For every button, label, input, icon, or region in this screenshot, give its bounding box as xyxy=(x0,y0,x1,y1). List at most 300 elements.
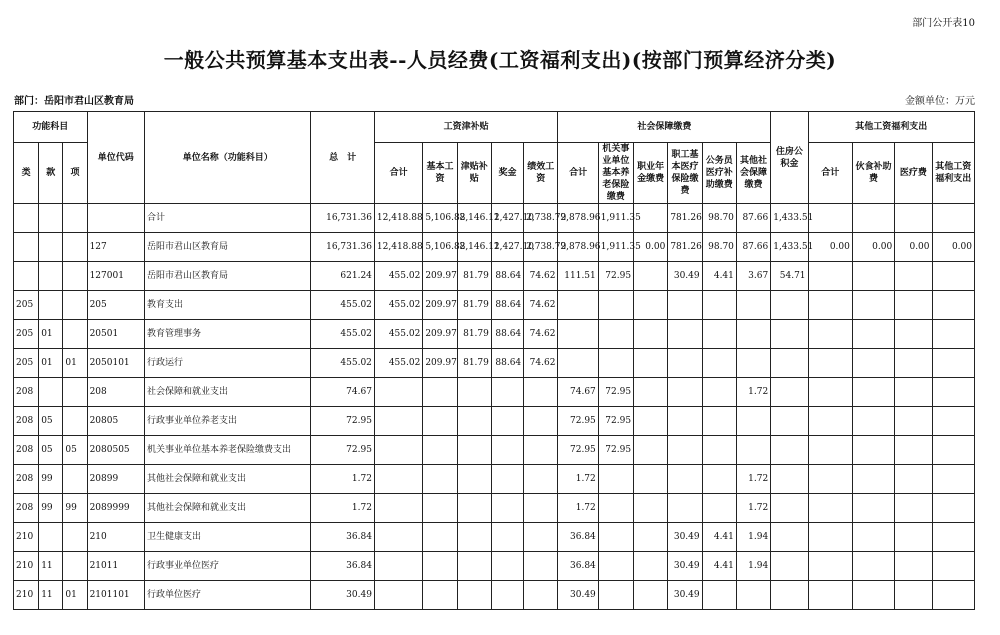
social-sum-cell: 36.84 xyxy=(558,552,598,581)
wage-basic-cell: 5,106.88 xyxy=(423,233,457,262)
wage-sum-cell: 455.02 xyxy=(374,291,422,320)
header-wage-performance: 绩效工资 xyxy=(524,143,558,204)
other-medical-cell xyxy=(895,291,932,320)
social-civil-servant-cell xyxy=(702,291,736,320)
wage-performance-cell xyxy=(524,552,558,581)
wage-performance-cell xyxy=(524,523,558,552)
other-other-cell xyxy=(932,494,974,523)
wage-basic-cell xyxy=(423,436,457,465)
total-cell: 16,731.36 xyxy=(311,233,375,262)
social-medical-cell: 781.26 xyxy=(668,204,702,233)
other-medical-cell xyxy=(895,581,932,610)
lei-cell: 208 xyxy=(14,494,39,523)
other-medical-cell xyxy=(895,407,932,436)
kuan-cell: 01 xyxy=(39,349,63,378)
wage-performance-cell: 2,738.79 xyxy=(524,204,558,233)
table-row xyxy=(14,233,975,262)
social-civil-servant-cell: 98.70 xyxy=(702,204,736,233)
total-cell: 1.72 xyxy=(311,494,375,523)
wage-performance-cell xyxy=(524,581,558,610)
housing-cell: 1,433.51 xyxy=(771,233,808,262)
other-sum-cell xyxy=(808,349,852,378)
wage-allowance-cell: 81.79 xyxy=(457,291,491,320)
unit-code-cell xyxy=(87,204,144,233)
other-medical-cell xyxy=(895,320,932,349)
header-func-subject: 功能科目 xyxy=(14,112,88,143)
social-sum-cell: 111.51 xyxy=(558,262,598,291)
social-other-cell xyxy=(736,436,770,465)
social-civil-servant-cell xyxy=(702,320,736,349)
social-medical-cell: 30.49 xyxy=(668,262,702,291)
wage-basic-cell: 5,106.88 xyxy=(423,204,457,233)
social-civil-servant-cell xyxy=(702,581,736,610)
unit-name-cell: 教育支出 xyxy=(145,291,311,320)
social-other-cell: 1.72 xyxy=(736,378,770,407)
total-cell: 30.49 xyxy=(311,581,375,610)
social-pension-cell: 72.95 xyxy=(598,407,633,436)
other-sum-cell: 0.00 xyxy=(808,233,852,262)
housing-cell xyxy=(771,552,808,581)
other-sum-cell xyxy=(808,465,852,494)
header-social-medical: 职工基本医疗保险缴费 xyxy=(668,143,702,204)
wage-performance-cell: 74.62 xyxy=(524,349,558,378)
wage-sum-cell xyxy=(374,465,422,494)
wage-bonus-cell xyxy=(491,494,523,523)
social-annuity-cell xyxy=(634,494,668,523)
lei-cell: 208 xyxy=(14,407,39,436)
wage-basic-cell xyxy=(423,581,457,610)
kuan-cell xyxy=(39,291,63,320)
xiang-cell: 05 xyxy=(63,436,87,465)
unit-name-cell: 其他社会保障和就业支出 xyxy=(145,494,311,523)
wage-bonus-cell xyxy=(491,436,523,465)
other-sum-cell xyxy=(808,581,852,610)
social-annuity-cell xyxy=(634,523,668,552)
social-medical-cell: 30.49 xyxy=(668,552,702,581)
wage-basic-cell xyxy=(423,378,457,407)
housing-cell xyxy=(771,320,808,349)
other-medical-cell xyxy=(895,262,932,291)
social-medical-cell xyxy=(668,407,702,436)
social-medical-cell xyxy=(668,291,702,320)
total-cell: 74.67 xyxy=(311,378,375,407)
other-sum-cell xyxy=(808,204,852,233)
wage-bonus-cell: 88.64 xyxy=(491,291,523,320)
header-other-other: 其他工资福利支出 xyxy=(932,143,974,204)
other-sum-cell xyxy=(808,378,852,407)
social-pension-cell xyxy=(598,291,633,320)
header-wage-allowance: 津贴补贴 xyxy=(457,143,491,204)
social-annuity-cell xyxy=(634,436,668,465)
other-meal-cell xyxy=(852,552,894,581)
kuan-cell: 01 xyxy=(39,320,63,349)
housing-cell xyxy=(771,378,808,407)
social-sum-cell: 1.72 xyxy=(558,465,598,494)
other-sum-cell xyxy=(808,494,852,523)
social-other-cell xyxy=(736,581,770,610)
wage-basic-cell xyxy=(423,465,457,494)
unit-name-cell: 社会保障和就业支出 xyxy=(145,378,311,407)
kuan-cell: 05 xyxy=(39,407,63,436)
wage-basic-cell xyxy=(423,552,457,581)
wage-basic-cell: 209.97 xyxy=(423,262,457,291)
other-sum-cell xyxy=(808,320,852,349)
header-row-group xyxy=(14,112,975,143)
social-civil-servant-cell: 4.41 xyxy=(702,552,736,581)
social-medical-cell: 30.49 xyxy=(668,581,702,610)
kuan-cell: 99 xyxy=(39,494,63,523)
kuan-cell: 11 xyxy=(39,552,63,581)
kuan-cell: 05 xyxy=(39,436,63,465)
social-medical-cell: 781.26 xyxy=(668,233,702,262)
social-civil-servant-cell: 4.41 xyxy=(702,523,736,552)
housing-cell xyxy=(771,436,808,465)
wage-sum-cell xyxy=(374,407,422,436)
social-other-cell xyxy=(736,320,770,349)
department-label: 部门：岳阳市君山区教育局 xyxy=(14,96,134,107)
social-other-cell: 1.72 xyxy=(736,465,770,494)
other-meal-cell: 0.00 xyxy=(852,233,894,262)
header-other-sum: 合计 xyxy=(808,143,852,204)
wage-allowance-cell xyxy=(457,581,491,610)
wage-basic-cell xyxy=(423,407,457,436)
social-annuity-cell xyxy=(634,291,668,320)
header-wage-bonus: 奖金 xyxy=(491,143,523,204)
other-medical-cell: 0.00 xyxy=(895,233,932,262)
wage-basic-cell xyxy=(423,523,457,552)
header-social-other: 其他社会保障缴费 xyxy=(736,143,770,204)
total-cell: 36.84 xyxy=(311,552,375,581)
other-other-cell xyxy=(932,204,974,233)
wage-sum-cell: 455.02 xyxy=(374,320,422,349)
social-annuity-cell xyxy=(634,320,668,349)
social-sum-cell xyxy=(558,291,598,320)
social-medical-cell xyxy=(668,465,702,494)
other-sum-cell xyxy=(808,552,852,581)
other-sum-cell xyxy=(808,291,852,320)
wage-allowance-cell: 81.79 xyxy=(457,262,491,291)
unit-name-cell: 岳阳市君山区教育局 xyxy=(145,262,311,291)
other-medical-cell xyxy=(895,494,932,523)
page-title: 一般公共预算基本支出表--人员经费(工资福利支出)(按部门预算经济分类) xyxy=(163,48,837,72)
xiang-cell: 01 xyxy=(63,349,87,378)
social-other-cell: 1.94 xyxy=(736,552,770,581)
unit-name-cell: 岳阳市君山区教育局 xyxy=(145,233,311,262)
unit-code-cell: 20805 xyxy=(87,407,144,436)
social-sum-cell: 2,878.96 xyxy=(558,204,598,233)
header-social-civil-servant: 公务员医疗补助缴费 xyxy=(702,143,736,204)
housing-cell xyxy=(771,494,808,523)
lei-cell: 205 xyxy=(14,291,39,320)
social-pension-cell xyxy=(598,581,633,610)
lei-cell: 210 xyxy=(14,552,39,581)
social-other-cell xyxy=(736,291,770,320)
other-other-cell xyxy=(932,581,974,610)
social-civil-servant-cell xyxy=(702,436,736,465)
total-cell: 455.02 xyxy=(311,291,375,320)
total-cell: 72.95 xyxy=(311,407,375,436)
wage-performance-cell xyxy=(524,436,558,465)
other-meal-cell xyxy=(852,581,894,610)
social-sum-cell: 72.95 xyxy=(558,407,598,436)
unit-code-cell: 2101101 xyxy=(87,581,144,610)
other-meal-cell xyxy=(852,465,894,494)
other-medical-cell xyxy=(895,349,932,378)
other-other-cell xyxy=(932,378,974,407)
social-medical-cell xyxy=(668,378,702,407)
total-cell: 72.95 xyxy=(311,436,375,465)
social-civil-servant-cell: 98.70 xyxy=(702,233,736,262)
social-annuity-cell xyxy=(634,552,668,581)
wage-bonus-cell: 88.64 xyxy=(491,349,523,378)
social-medical-cell: 30.49 xyxy=(668,523,702,552)
lei-cell: 210 xyxy=(14,581,39,610)
social-other-cell xyxy=(736,349,770,378)
table-row xyxy=(14,465,975,494)
xiang-cell xyxy=(63,378,87,407)
xiang-cell xyxy=(63,204,87,233)
lei-cell: 208 xyxy=(14,378,39,407)
other-medical-cell xyxy=(895,436,932,465)
other-other-cell xyxy=(932,436,974,465)
header-xiang: 项 xyxy=(63,143,87,204)
xiang-cell xyxy=(63,320,87,349)
social-sum-cell: 72.95 xyxy=(558,436,598,465)
unit-code-cell: 127001 xyxy=(87,262,144,291)
kuan-cell xyxy=(39,523,63,552)
social-civil-servant-cell xyxy=(702,407,736,436)
wage-bonus-cell xyxy=(491,407,523,436)
other-meal-cell xyxy=(852,204,894,233)
unit-name-cell: 卫生健康支出 xyxy=(145,523,311,552)
header-other-group: 其他工资福利支出 xyxy=(808,112,974,143)
housing-cell xyxy=(771,407,808,436)
unit-code-cell: 210 xyxy=(87,523,144,552)
xiang-cell: 01 xyxy=(63,581,87,610)
other-meal-cell xyxy=(852,291,894,320)
header-unit-code: 单位代码 xyxy=(87,112,144,204)
wage-allowance-cell xyxy=(457,378,491,407)
table-row xyxy=(14,378,975,407)
wage-allowance-cell xyxy=(457,436,491,465)
social-pension-cell: 1,911.35 xyxy=(598,233,633,262)
housing-cell xyxy=(771,349,808,378)
table-row xyxy=(14,523,975,552)
header-social-annuity: 职业年金缴费 xyxy=(634,143,668,204)
header-social-pension: 机关事业单位基本养老保险缴费 xyxy=(598,143,633,204)
social-pension-cell: 72.95 xyxy=(598,262,633,291)
social-other-cell: 1.94 xyxy=(736,523,770,552)
other-meal-cell xyxy=(852,349,894,378)
xiang-cell xyxy=(63,465,87,494)
other-medical-cell xyxy=(895,465,932,494)
wage-sum-cell xyxy=(374,494,422,523)
xiang-cell xyxy=(63,552,87,581)
unit-code-cell: 2080505 xyxy=(87,436,144,465)
wage-sum-cell xyxy=(374,581,422,610)
other-other-cell xyxy=(932,291,974,320)
table-row xyxy=(14,262,975,291)
unit-name-cell: 教育管理事务 xyxy=(145,320,311,349)
kuan-cell: 11 xyxy=(39,581,63,610)
housing-cell xyxy=(771,465,808,494)
wage-allowance-cell xyxy=(457,407,491,436)
unit-code-cell: 21011 xyxy=(87,552,144,581)
other-other-cell xyxy=(932,523,974,552)
wage-sum-cell xyxy=(374,552,422,581)
social-civil-servant-cell: 4.41 xyxy=(702,262,736,291)
social-pension-cell xyxy=(598,494,633,523)
wage-bonus-cell xyxy=(491,465,523,494)
lei-cell xyxy=(14,204,39,233)
other-other-cell xyxy=(932,552,974,581)
table-row xyxy=(14,436,975,465)
social-pension-cell xyxy=(598,523,633,552)
lei-cell: 208 xyxy=(14,465,39,494)
unit-name-cell: 行政运行 xyxy=(145,349,311,378)
wage-performance-cell: 74.62 xyxy=(524,291,558,320)
wage-allowance-cell xyxy=(457,465,491,494)
wage-bonus-cell xyxy=(491,581,523,610)
social-annuity-cell: 0.00 xyxy=(634,233,668,262)
other-meal-cell xyxy=(852,378,894,407)
social-other-cell: 3.67 xyxy=(736,262,770,291)
social-pension-cell: 72.95 xyxy=(598,436,633,465)
social-sum-cell xyxy=(558,349,598,378)
wage-sum-cell: 12,418.88 xyxy=(374,233,422,262)
other-other-cell xyxy=(932,465,974,494)
table-row xyxy=(14,407,975,436)
wage-bonus-cell: 88.64 xyxy=(491,320,523,349)
other-sum-cell xyxy=(808,262,852,291)
wage-bonus-cell xyxy=(491,523,523,552)
header-social-group: 社会保障缴费 xyxy=(558,112,771,143)
wage-performance-cell xyxy=(524,407,558,436)
other-other-cell xyxy=(932,349,974,378)
wage-basic-cell: 209.97 xyxy=(423,320,457,349)
wage-bonus-cell xyxy=(491,552,523,581)
table-row xyxy=(14,349,975,378)
wage-performance-cell xyxy=(524,494,558,523)
social-sum-cell: 30.49 xyxy=(558,581,598,610)
wage-performance-cell xyxy=(524,465,558,494)
wage-sum-cell: 455.02 xyxy=(374,262,422,291)
xiang-cell xyxy=(63,233,87,262)
social-pension-cell xyxy=(598,465,633,494)
social-other-cell: 87.66 xyxy=(736,204,770,233)
wage-bonus-cell: 88.64 xyxy=(491,262,523,291)
wage-performance-cell xyxy=(524,378,558,407)
wage-sum-cell: 455.02 xyxy=(374,349,422,378)
header-housing: 住房公积金 xyxy=(771,112,808,204)
housing-cell: 54.71 xyxy=(771,262,808,291)
social-other-cell xyxy=(736,407,770,436)
total-cell: 621.24 xyxy=(311,262,375,291)
housing-cell xyxy=(771,291,808,320)
other-sum-cell xyxy=(808,523,852,552)
social-civil-servant-cell xyxy=(702,465,736,494)
wage-allowance-cell xyxy=(457,552,491,581)
table-row xyxy=(14,320,975,349)
other-other-cell xyxy=(932,407,974,436)
social-civil-servant-cell xyxy=(702,378,736,407)
unit-name-cell: 其他社会保障和就业支出 xyxy=(145,465,311,494)
social-pension-cell xyxy=(598,552,633,581)
other-sum-cell xyxy=(808,436,852,465)
table-row xyxy=(14,204,975,233)
social-other-cell: 1.72 xyxy=(736,494,770,523)
wage-allowance-cell: 2,146.11 xyxy=(457,204,491,233)
form-number: 部门公开表10 xyxy=(912,18,975,29)
unit-code-cell: 2089999 xyxy=(87,494,144,523)
kuan-cell xyxy=(39,262,63,291)
social-annuity-cell xyxy=(634,378,668,407)
social-sum-cell: 2,878.96 xyxy=(558,233,598,262)
kuan-cell: 99 xyxy=(39,465,63,494)
header-wage-sum: 合计 xyxy=(374,143,422,204)
other-sum-cell xyxy=(808,407,852,436)
lei-cell xyxy=(14,262,39,291)
budget-table xyxy=(13,111,975,610)
total-cell: 455.02 xyxy=(311,349,375,378)
header-unit-name: 单位名称（功能科目） xyxy=(145,112,311,204)
kuan-cell xyxy=(39,378,63,407)
unit-code-cell: 205 xyxy=(87,291,144,320)
header-lei: 类 xyxy=(14,143,39,204)
social-medical-cell xyxy=(668,494,702,523)
wage-allowance-cell: 2,146.11 xyxy=(457,233,491,262)
unit-name-cell: 行政事业单位医疗 xyxy=(145,552,311,581)
other-meal-cell xyxy=(852,262,894,291)
social-other-cell: 87.66 xyxy=(736,233,770,262)
social-sum-cell xyxy=(558,320,598,349)
lei-cell xyxy=(14,233,39,262)
unit-code-cell: 20899 xyxy=(87,465,144,494)
wage-allowance-cell: 81.79 xyxy=(457,349,491,378)
unit-name-cell: 行政事业单位养老支出 xyxy=(145,407,311,436)
social-medical-cell xyxy=(668,349,702,378)
other-medical-cell xyxy=(895,552,932,581)
header-other-medical: 医疗费 xyxy=(895,143,932,204)
social-pension-cell: 72.95 xyxy=(598,378,633,407)
xiang-cell xyxy=(63,291,87,320)
housing-cell xyxy=(771,523,808,552)
wage-performance-cell: 2,738.79 xyxy=(524,233,558,262)
total-cell: 455.02 xyxy=(311,320,375,349)
wage-bonus-cell: 2,427.10 xyxy=(491,233,523,262)
table-row xyxy=(14,581,975,610)
xiang-cell xyxy=(63,407,87,436)
lei-cell: 205 xyxy=(14,349,39,378)
other-meal-cell xyxy=(852,320,894,349)
social-annuity-cell xyxy=(634,349,668,378)
other-other-cell xyxy=(932,262,974,291)
social-medical-cell xyxy=(668,436,702,465)
xiang-cell: 99 xyxy=(63,494,87,523)
header-wage-basic: 基本工资 xyxy=(423,143,457,204)
table-row xyxy=(14,291,975,320)
social-sum-cell: 1.72 xyxy=(558,494,598,523)
kuan-cell xyxy=(39,233,63,262)
xiang-cell xyxy=(63,262,87,291)
lei-cell: 208 xyxy=(14,436,39,465)
social-sum-cell: 74.67 xyxy=(558,378,598,407)
social-annuity-cell xyxy=(634,581,668,610)
other-medical-cell xyxy=(895,523,932,552)
header-other-meal: 伙食补助费 xyxy=(852,143,894,204)
header-kuan: 款 xyxy=(39,143,63,204)
social-annuity-cell xyxy=(634,262,668,291)
